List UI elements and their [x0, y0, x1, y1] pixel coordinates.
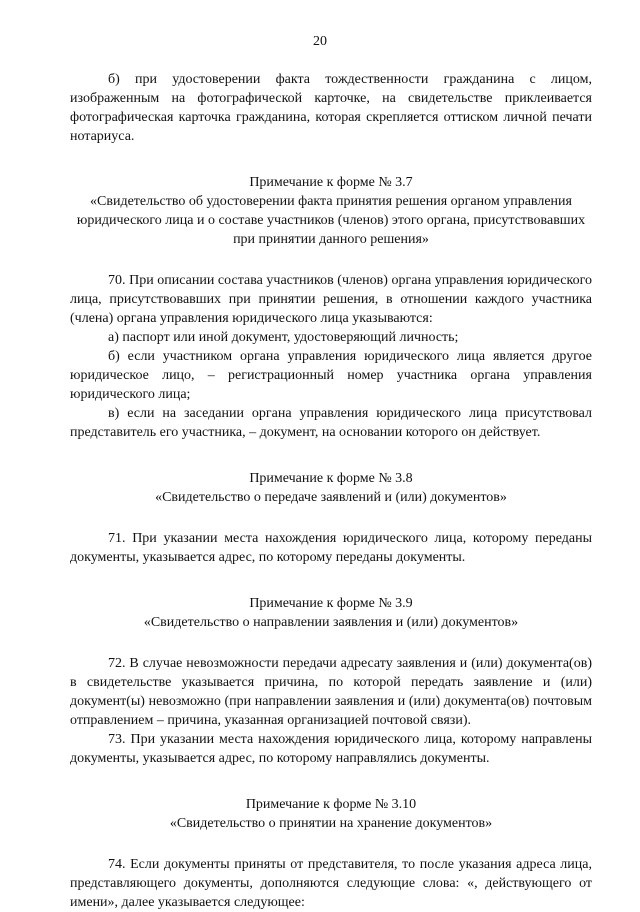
section-3-10-body — [70, 855, 592, 912]
section-3-9-body — [70, 654, 592, 768]
section-3-8-body — [70, 529, 592, 567]
paragraph-71: 71. При указании места нахождения юридического лица, которому переданы документы, указывается адрес, по которому переданы документы. — [70, 531, 592, 565]
form-title: «Свидетельство о направлении заявления и (или) документов» — [143, 615, 519, 630]
paragraph-70: 70. При описании состава участников (членов) органа управления юридического лица, присутствовавших при принятии решения, в отношении каждого участника (члена) органа управления юридического лица указываются: — [70, 273, 592, 326]
paragraph-73: 73. При указании места нахождения юридического лица, которому направлены документы, указывается адрес, по которому направлялись документы. — [70, 732, 592, 766]
paragraph-74: 74. Если документы приняты от представителя, то после указания адреса лица, представляющего документы, дополняются следующие слова: «, действующего от имени», далее указывается следующее: — [70, 857, 592, 910]
note-label: Примечание к форме № 3.9 — [249, 596, 413, 611]
form-title: «Свидетельство о принятии на хранение документов» — [169, 816, 493, 831]
page-number: 20 — [313, 34, 327, 49]
note-heading-3-8 — [70, 469, 592, 507]
intro-paragraph: б) при удостоверении факта тождественности гражданина с лицом, изображенным на фотографической карточке, на свидетельстве приклеивается фотографическая карточка гражданина, которая скрепляется оттиском личной печати нотариуса. — [70, 72, 592, 144]
document-body — [70, 70, 592, 912]
list-item-b: б) если участником органа управления юридического лица является другое юридическое лицо, – регистрационный номер участника органа управления юридического лица; — [70, 349, 592, 402]
form-title: «Свидетельство об удостоверении факта принятия решения органом управления юридического лица и о составе участников (членов) этого органа, присутствовавших при принятии данного решения» — [76, 194, 586, 247]
list-item-a: а) паспорт или иной документ, удостоверяющий личность; — [108, 330, 459, 345]
paragraph-72: 72. В случае невозможности передачи адресату заявления и (или) документа(ов) в свидетельстве указывается причина, по которой передать заявление и (или) документ(ы) невозможно (при направлении заявления и (или) документа(ов) почтовым отправлением – причина, указанная организацией почтовой связи). — [70, 656, 592, 728]
note-heading-3-7 — [70, 173, 592, 249]
note-heading-3-10 — [70, 795, 592, 833]
note-label: Примечание к форме № 3.7 — [249, 175, 413, 190]
section-3-7-body — [70, 271, 592, 442]
note-heading-3-9 — [70, 594, 592, 632]
note-label: Примечание к форме № 3.8 — [249, 471, 413, 486]
list-item-v: в) если на заседании органа управления юридического лица присутствовал представитель его участника, – документ, на основании которого он действует. — [70, 406, 592, 440]
note-label: Примечание к форме № 3.10 — [245, 797, 417, 812]
form-title: «Свидетельство о передаче заявлений и (или) документов» — [155, 490, 507, 505]
